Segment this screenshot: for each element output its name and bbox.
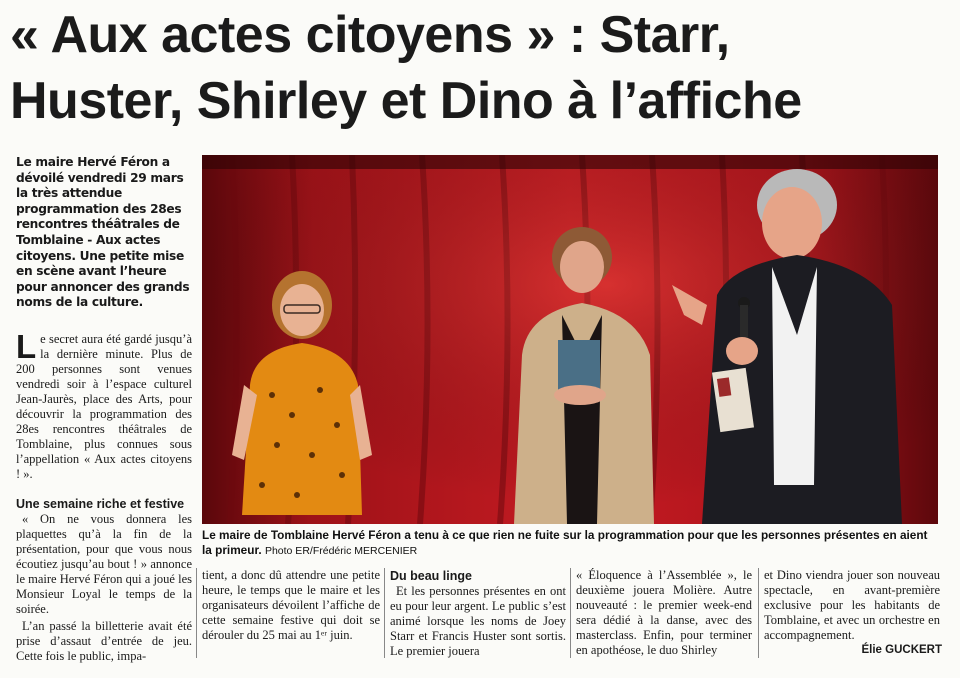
photo-caption [202, 528, 938, 558]
caption-text: Le maire de Tomblaine Hervé Féron a tenu à ce que rien ne fuite sur la programmation pour que les personnes présentes en aient la primeur. [202, 528, 928, 557]
subhead-semaine: Une semaine riche et festive [16, 497, 185, 511]
column-2: tient, a donc dû attendre une petite heure, le temps que le maire et les organisateurs dévoilent l’affiche de cette semaine festive qui doit se dérouler du 25 mai au 1ᵉʳ juin. [202, 568, 380, 642]
lead-paragraph: Le maire Hervé Féron a dévoilé vendredi 29 mars la très attendue programmation des 28es rencontres théâtrales de Tomblaine - Aux actes citoyens. Une petite mise en scène avant l’heure pour annoncer des grands noms de la culture. [16, 155, 190, 310]
photo-credit: Photo ER/Frédéric MERCENIER [264, 544, 418, 557]
paragraph-billetterie: L’an passé la billetterie avait été prise d’assaut d’entrée de jeu. Cette fois le public, impa- [16, 619, 192, 663]
headline [10, 2, 950, 134]
paragraph-plaquettes: « On ne vous donnera les plaquettes qu’à la fin de la présentation, pour que vous nous écoutiez jusqu’au bout ! » annonce le maire Hervé Féron qui a joué les Monsieur Loyal le temps de la soirée. [16, 512, 192, 616]
subhead-beau-linge: Du beau linge [390, 569, 472, 583]
column-3 [390, 568, 566, 659]
intro-text: e secret aura été gardé jusqu’à la dernière minute. Plus de 200 personnes sont venues vendredi soir à l’espace culturel Jean-Jaurès, place des Arts, pour découvrir la programmation des 28es rencontres théâtrales de Tomblaine, plus connues sous l’appellation « Aux actes citoyens ! ». [16, 332, 192, 481]
column-1-lower [16, 496, 192, 666]
headline-line-1: « Aux actes citoyens » : Starr, [10, 6, 730, 64]
column-divider [758, 568, 759, 658]
column-5: et Dino viendra jouer son nouveau spectacle, en avant-première exclusive pour les habitants de Tomblaine, et avec un orchestre en accompagnement. [764, 568, 940, 642]
paragraph-public: Et les personnes présentes en ont eu pour leur argent. Le public s’est animé lorsque les noms de Joey Starr et Francis Huster sont sortis. Le premier jouera [390, 584, 566, 658]
drop-cap: L [16, 328, 37, 365]
column-divider [384, 568, 385, 658]
article-photo [202, 155, 938, 524]
headline-line-2: Huster, Shirley et Dino à l’affiche [10, 72, 802, 130]
column-divider [196, 568, 197, 658]
column-divider [570, 568, 571, 658]
author-byline: Élie GUCKERT [861, 644, 942, 656]
intro-paragraph [16, 328, 192, 482]
column-4: « Éloquence à l’Assemblée », le deuxième jouera Molière. Autre nouveauté : le premier week-end sera dédié à la danse, avec des masterclass. Enfin, pour terminer en apothéose, le duo Shirley [576, 568, 752, 657]
